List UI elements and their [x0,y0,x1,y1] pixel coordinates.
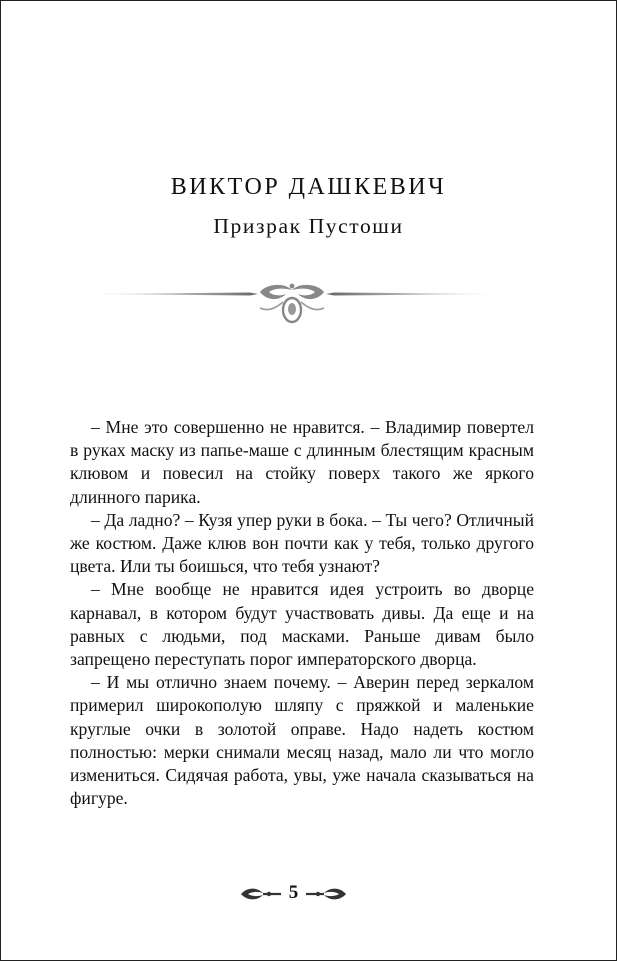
decorative-flourish-icon [80,280,504,324]
author-name: ВИКТОР ДАШКЕВИЧ [170,174,447,200]
paragraph: – Да ладно? – Кузя упер руки в бока. – Ты чего? Отличный же костюм. Даже клюв вон почти как у тебя, только другого цвета. Или ты боишься, что тебя узнают? [70,509,534,577]
paragraph: – Мне вообще не нравится идея устроить во дворце карнавал, в котором будут участвовать дивы. Да еще и на равных с людьми, под масками. Раньше дивам было запрещено переступать порог императорского дворца. [70,579,534,670]
paragraph: – И мы отлично знаем почему. – Аверин перед зеркалом примерил широкополую шляпу с пряжкой и маленькие круглые очки в золотой оправе. Надо надеть костюм полностью: мерки снимали месяц назад, мало ли что могло измениться. Сидячая работа, увы, уже начала сказываться на фигуре. [70,672,534,809]
page-number: 5 [288,882,299,903]
footer-flourish-left-icon [239,886,283,902]
paragraph: – Мне это совершенно не нравится. – Владимир повертел в руках маску из папье-маше с длинным блестящим красным клювом и повесил на стойку поверх такого же яркого длинного парика. [70,417,534,507]
book-title: Призрак Пустоши [213,214,404,238]
page-footer [0,876,617,912]
body-text [70,416,534,810]
footer-flourish-right-icon [304,886,348,902]
